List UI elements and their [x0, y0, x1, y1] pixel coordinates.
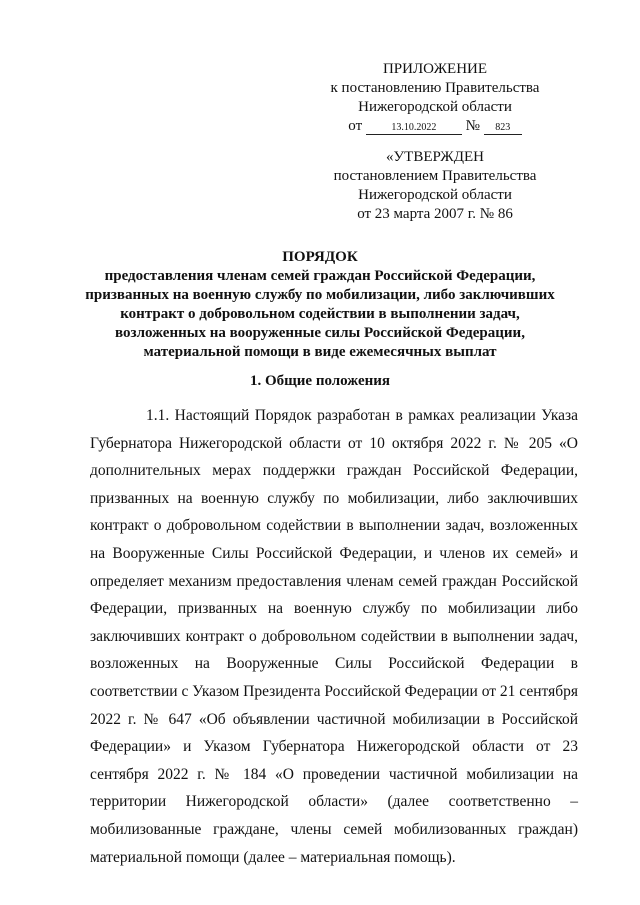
approved-line-date: от 23 марта 2007 г. № 86: [357, 206, 513, 222]
appendix-registration-line: [320, 117, 550, 136]
appendix-title: ПРИЛОЖЕНИЕ: [382, 61, 488, 77]
approved-line-region: Нижегородской области: [358, 187, 512, 203]
document-subtitle-line-2: призванных на военную службу по мобилизации, либо заключивших: [85, 287, 555, 303]
appendix-line-region: Нижегородской области: [358, 99, 512, 115]
section-paragraph: 1.1. Настоящий Порядок разработан в рамках реализации Указа Губернатора Нижегородской области от 10 октября 2022 г. № 205 «О дополнительных мерах поддержки граждан Российской Федерации, призванных на военную службу по мобилизации, либо заключивших контракт о добровольном содействии в выполнении задач, возложенных на Вооруженные Силы Российской Федерации, и членов их семей» и определяет механизм предоставления членам семей граждан Российской Федерации, призванных на военную службу по мобилизации либо заключивших контракт о добровольном содействии в выполнении задач, возложенных на Вооруженные Силы Российской Федерации в соответствии с Указом Президента Российской Федерации от 21 сентября 2022 г. № 647 «Об объявлении частичной мобилизации в Российской Федерации» и Указом Губернатора Нижегородской области от 23 сентября 2022 г. № 184 «О проведении частичной мобилизации на территории Нижегородской области» (далее соответственно – мобилизованные граждане, члены семей мобилизованных граждан) материальной помощи (далее – материальная помощь).: [90, 407, 578, 866]
section-heading: 1. Общие положения: [249, 373, 391, 389]
document-title: ПОРЯДОК: [282, 249, 358, 265]
document-subtitle-line-4: возложенных на вооруженные силы Российской Федерации,: [115, 325, 525, 341]
approved-line-resolution: постановлением Правительства: [333, 168, 537, 184]
resolution-number: 823: [484, 122, 522, 135]
resolution-date: 13.10.2022: [366, 122, 462, 135]
from-label: от: [348, 118, 363, 134]
document-subtitle-line-1: предоставления членам семей граждан Российской Федерации,: [104, 268, 536, 284]
document-title-block: [80, 248, 560, 362]
document-subtitle-line-5: материальной помощи в виде ежемесячных выплат: [143, 344, 497, 360]
number-label: №: [465, 118, 480, 134]
approved-title: «УТВЕРЖДЕН: [386, 149, 484, 165]
document-subtitle-line-3: контракт о добровольном содействии в выполнении задач,: [120, 306, 520, 322]
appendix-header: [320, 60, 550, 136]
approved-header: [320, 148, 550, 224]
appendix-line-resolution: к постановлению Правительства: [330, 80, 540, 96]
